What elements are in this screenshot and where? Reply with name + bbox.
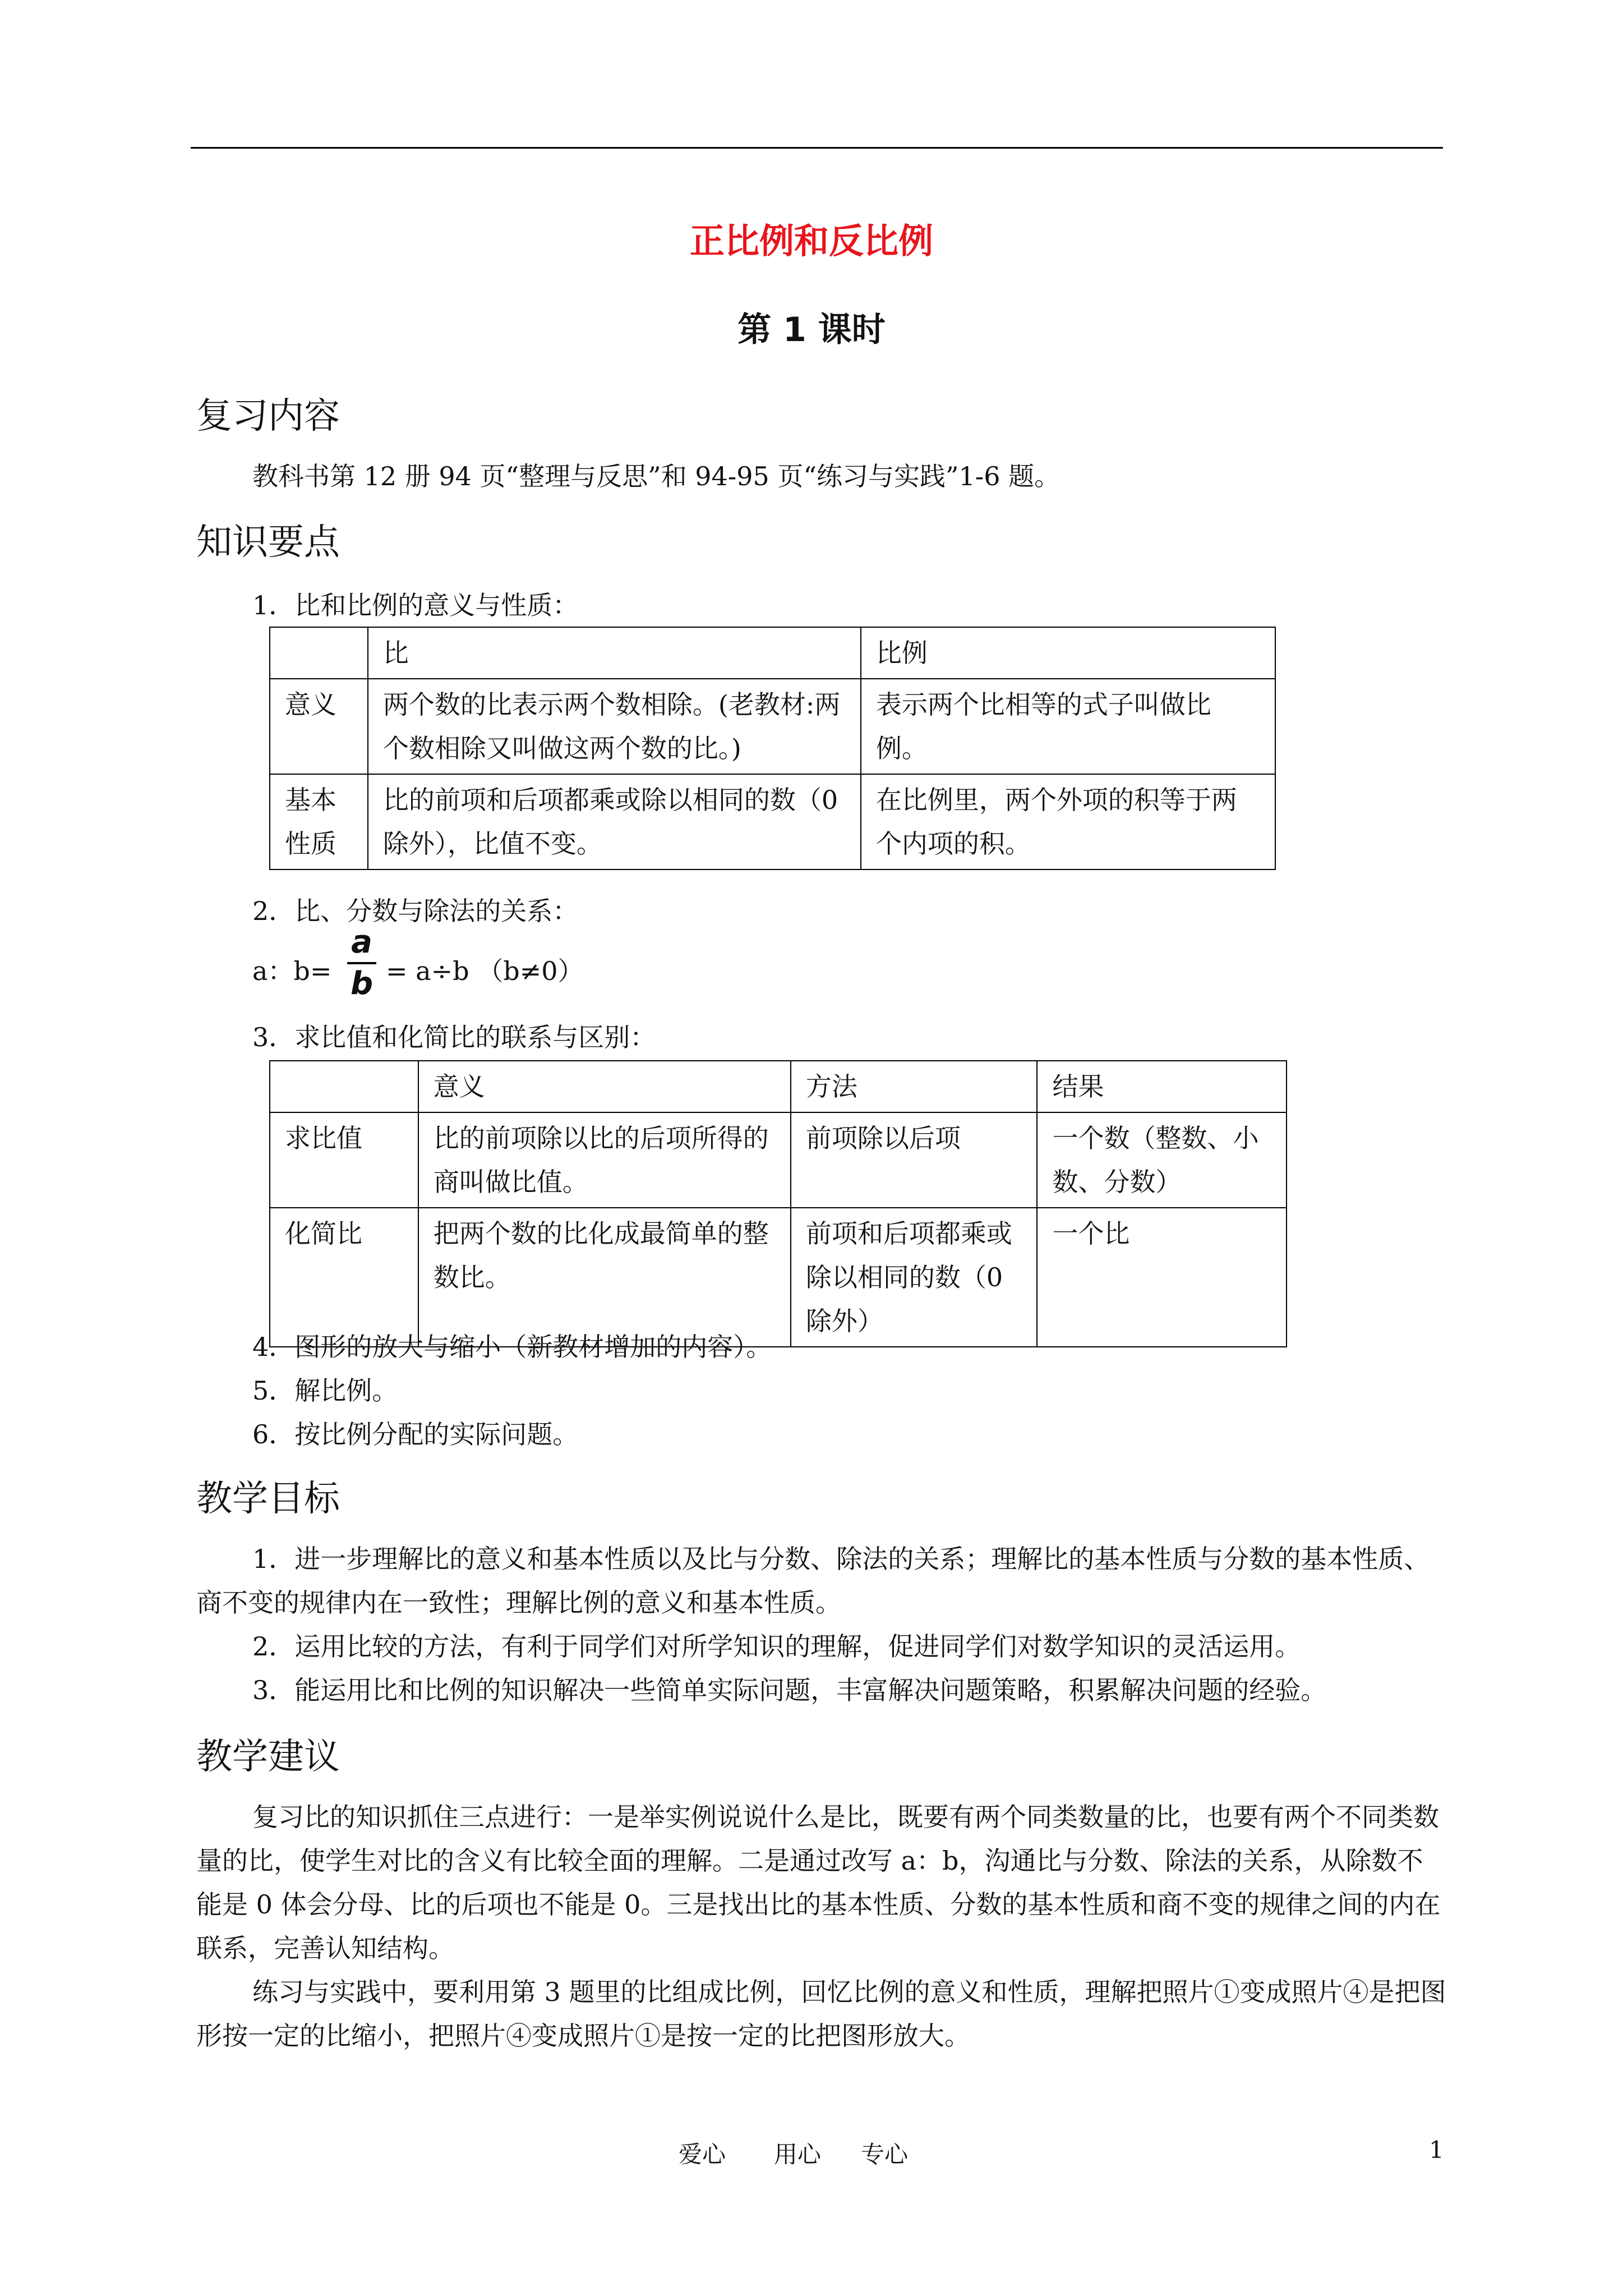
section-heading-goals: 教学目标 — [196, 1478, 340, 1520]
page-number: 1 — [1429, 2136, 1444, 2164]
table-cell: 基本性质 — [270, 774, 368, 869]
table-cell: 意义 — [270, 679, 368, 774]
table-cell: 两个数的比表示两个数相除。(老教材:两个数相除又叫做这两个数的比。) — [368, 679, 861, 774]
table-row — [270, 679, 1275, 774]
table-cell: 前项除以后项 — [791, 1112, 1038, 1208]
formula-right: = a÷b （b≠0） — [386, 956, 584, 986]
footer-word: 用心 — [774, 2141, 822, 2168]
ratio-simplify-table — [269, 1060, 1287, 1347]
table-cell: 化简比 — [270, 1208, 418, 1347]
point-2: 2．比、分数与除法的关系： — [252, 896, 579, 926]
page-title: 正比例和反比例 — [689, 220, 933, 261]
table-cell: 比例 — [861, 627, 1275, 679]
table-cell: 方法 — [791, 1061, 1038, 1112]
table-cell — [270, 1061, 418, 1112]
table-cell: 比 — [368, 627, 861, 679]
table-cell: 把两个数的比化成最简单的整数比。 — [418, 1208, 791, 1347]
section-heading-advice: 教学建议 — [196, 1736, 340, 1778]
point-4: 4．图形的放大与缩小（新教材增加的内容）。 — [252, 1332, 772, 1362]
footer-word: 专心 — [861, 2141, 909, 2168]
footer-word: 爱心 — [679, 2141, 726, 2168]
advice-2: 练习与实践中，要利用第 3 题里的比组成比例，回忆比例的意义和性质，理解把照片①变成照片④是把图形按一定的比缩小，把照片④变成照片①是按一定的比把图形放大。 — [196, 1977, 1446, 2051]
section-heading-review: 复习内容 — [196, 395, 340, 437]
page-subtitle: 第 1 课时 — [737, 310, 886, 349]
table-cell: 一个比 — [1037, 1208, 1287, 1347]
table-cell: 表示两个比相等的式子叫做比例。 — [861, 679, 1275, 774]
table-row — [270, 774, 1275, 869]
formula-left: a：b= — [252, 956, 332, 986]
fraction — [345, 923, 379, 1004]
goal-3: 3．能运用比和比例的知识解决一些简单实际问题，丰富解决问题策略，积累解决问题的经验。 — [252, 1675, 1327, 1705]
table-cell: 求比值 — [270, 1112, 418, 1208]
point-3: 3．求比值和化简比的联系与区别： — [252, 1022, 656, 1052]
table-row — [270, 1061, 1287, 1112]
table-cell: 结果 — [1037, 1061, 1287, 1112]
header-rule — [191, 147, 1443, 149]
goal-2: 2．运用比较的方法，有利于同学们对所学知识的理解，促进同学们对数学知识的灵活运用。 — [252, 1631, 1301, 1662]
table-cell: 一个数（整数、小数、分数） — [1037, 1112, 1287, 1208]
section-heading-key-points: 知识要点 — [196, 522, 340, 563]
table-cell — [270, 627, 368, 679]
table-cell: 比的前项除以比的后项所得的商叫做比值。 — [418, 1112, 791, 1208]
table-row — [270, 627, 1275, 679]
point-6: 6．按比例分配的实际问题。 — [252, 1419, 579, 1450]
table-cell: 前项和后项都乘或除以相同的数（0 除外） — [791, 1208, 1038, 1347]
fraction-denominator: b — [350, 965, 374, 1002]
goal-1: 1．进一步理解比的意义和基本性质以及比与分数、除法的关系；理解比的基本性质与分数的基本性质、商不变的规律内在一致性；理解比例的意义和基本性质。 — [196, 1544, 1430, 1618]
table-cell: 在比例里，两个外项的积等于两个内项的积。 — [861, 774, 1275, 869]
table-row — [270, 1112, 1287, 1208]
ratio-proportion-table — [269, 627, 1276, 870]
advice-1: 复习比的知识抓住三点进行：一是举实例说说什么是比，既要有两个同类数量的比，也要有两个不同类数量的比，使学生对比的含义有比较全面的理解。二是通过改写 a：b，沟通比与分数、除法的关系，从除数不能是 0 体会分母、比的后项也不能是 0。三是找出比的基本性质、分数的基本性质和商不变的规律之间的内在联系，完善认知结构。 — [196, 1802, 1441, 1963]
table-cell: 比的前项和后项都乘或除以相同的数（0 除外），比值不变。 — [368, 774, 861, 869]
review-text: 教科书第 12 册 94 页“整理与反思”和 94-95 页“练习与实践”1-6 题。 — [252, 461, 1061, 491]
fraction-numerator: a — [351, 924, 372, 960]
point-5: 5．解比例。 — [252, 1375, 398, 1406]
point-1: 1．比和比例的意义与性质： — [252, 590, 579, 620]
table-cell: 意义 — [418, 1061, 791, 1112]
